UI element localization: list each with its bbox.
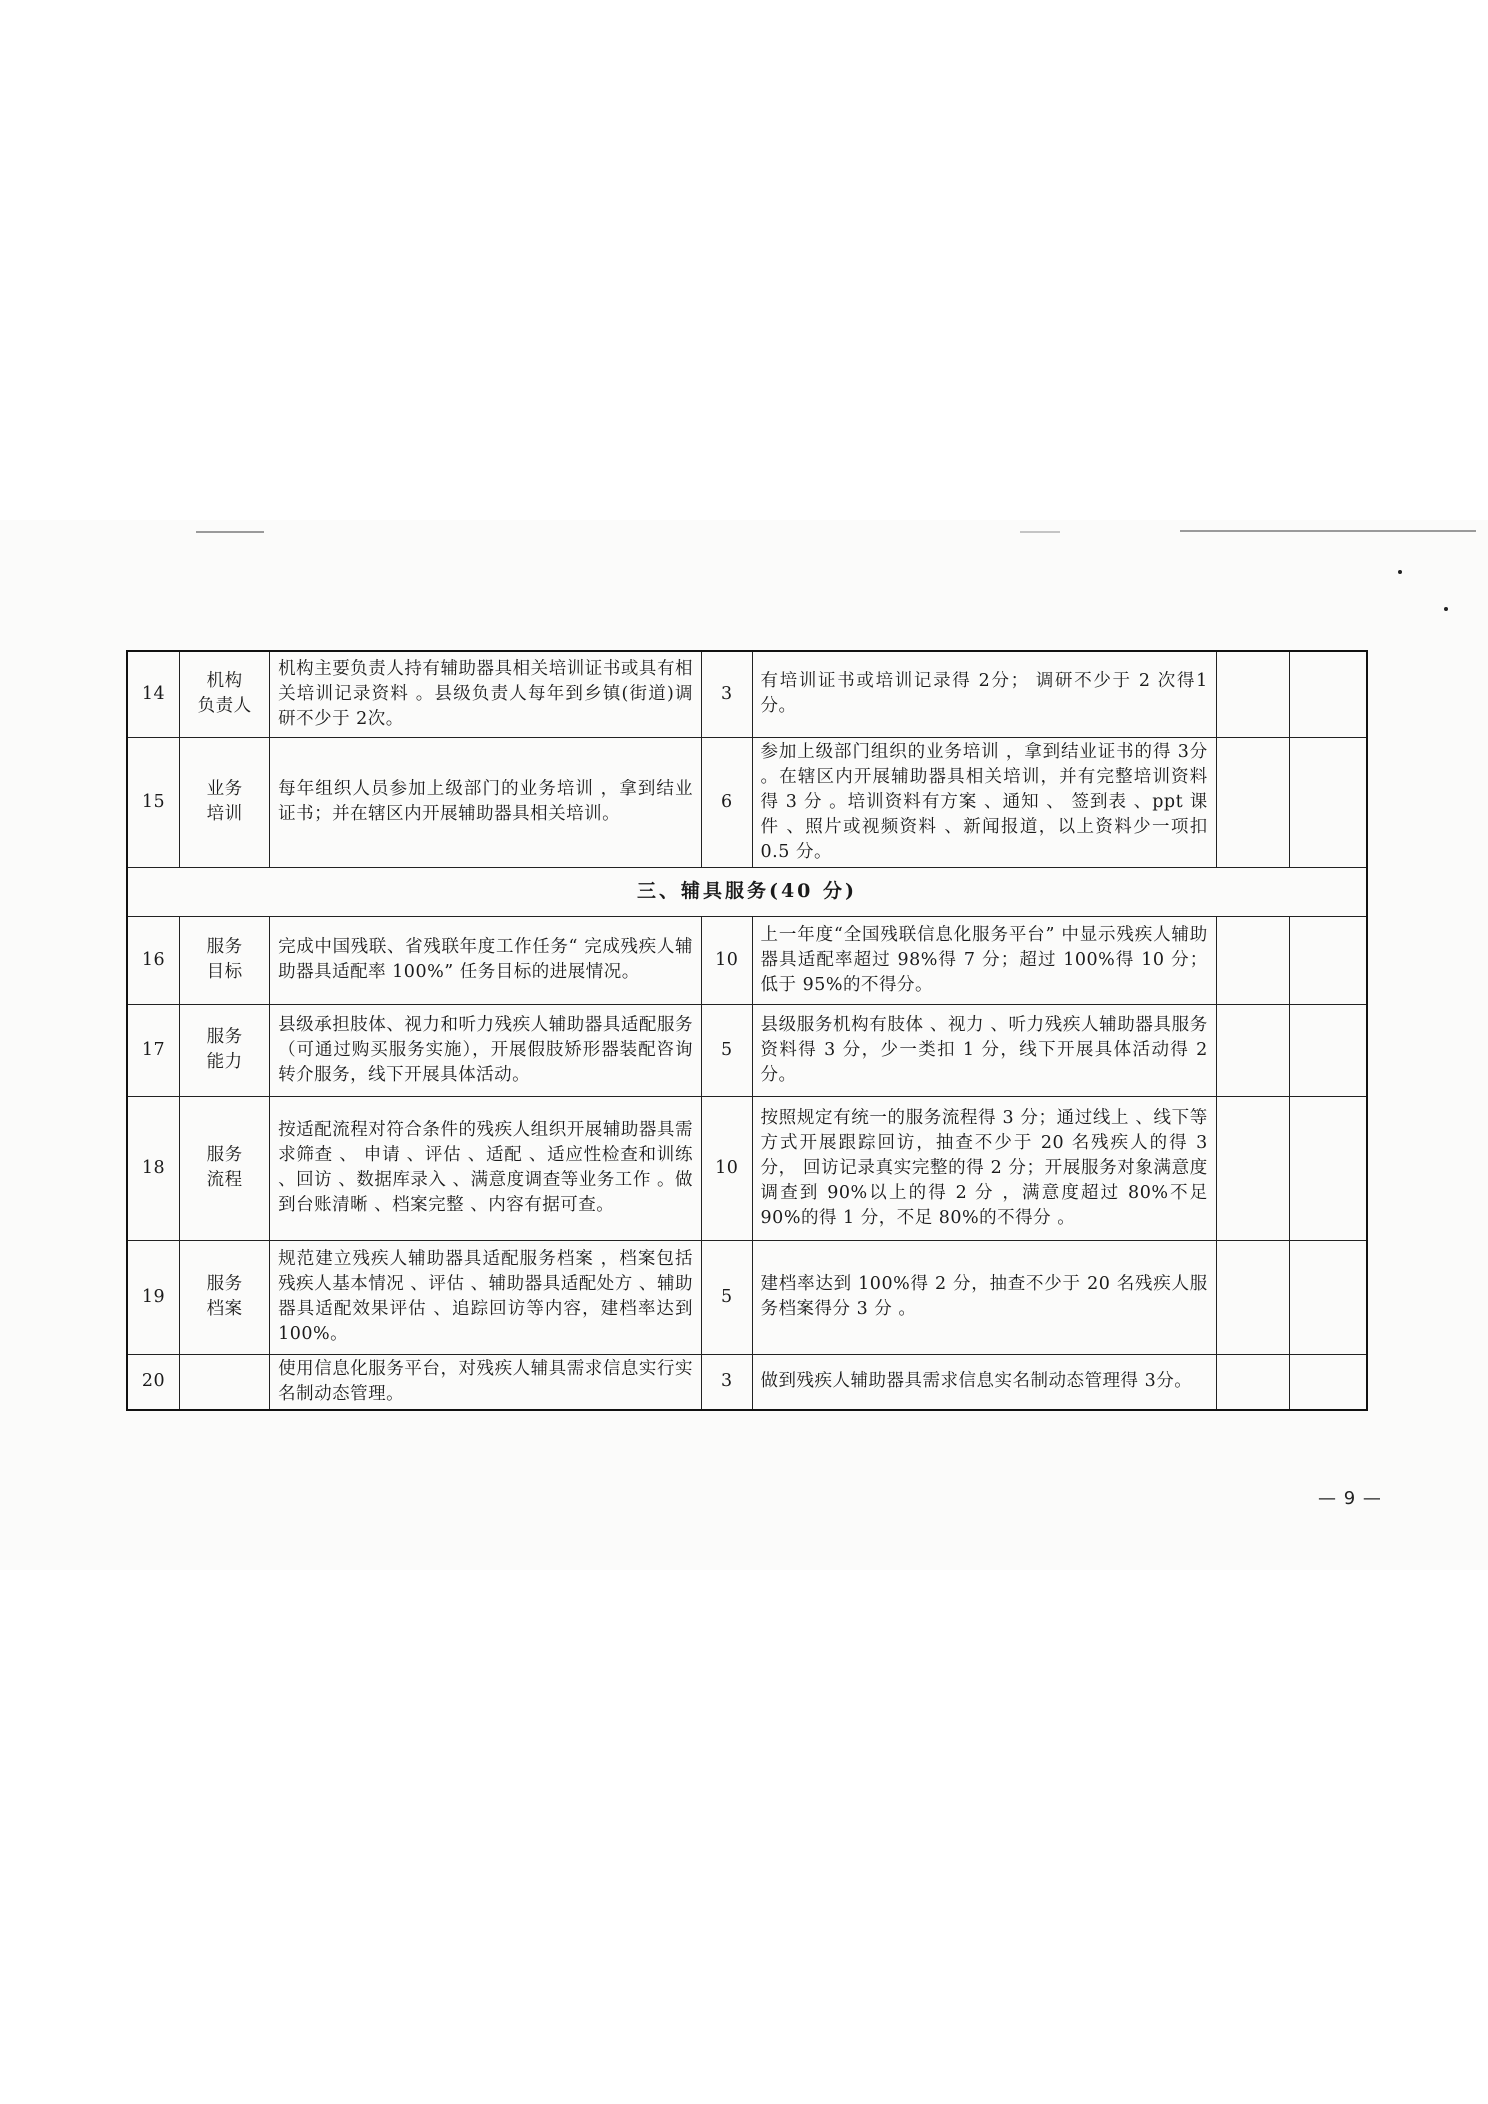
row-item: 服务 流程	[180, 1096, 270, 1240]
row-self-score	[1216, 1096, 1289, 1240]
row-standard: 机构主要负责人持有辅助器具相关培训证书或具有相关培训记录资料 。县级负责人每年到乡镇(街道)调研不少于 2次。	[270, 651, 702, 737]
row-criteria: 县级服务机构有肢体 、视力 、听力残疾人辅助器具服务资料得 3 分，少一类扣 1 分，线下开展具体活动得 2 分。	[752, 1004, 1216, 1096]
row-item: 服务 能力	[180, 1004, 270, 1096]
row-self-score	[1216, 1354, 1289, 1410]
scan-edge-mid	[1020, 531, 1060, 533]
section-title: 三、辅具服务(40 分)	[127, 867, 1367, 916]
row-score: 3	[701, 1354, 752, 1410]
row-review-score	[1289, 1354, 1367, 1410]
row-criteria: 建档率达到 100%得 2 分，抽查不少于 20 名残疾人服务档案得分 3 分 。	[752, 1240, 1216, 1354]
row-score: 10	[701, 916, 752, 1004]
row-standard: 使用信息化服务平台，对残疾人辅具需求信息实行实名制动态管理。	[270, 1354, 702, 1410]
row-number: 18	[127, 1096, 180, 1240]
row-review-score	[1289, 1004, 1367, 1096]
row-item: 服务 目标	[180, 916, 270, 1004]
row-number: 20	[127, 1354, 180, 1410]
row-item: 业务 培训	[180, 737, 270, 867]
row-review-score	[1289, 737, 1367, 867]
scan-speck	[1444, 607, 1448, 611]
row-criteria: 按照规定有统一的服务流程得 3 分；通过线上 、线下等方式开展跟踪回访，抽查不少于 20 名残疾人的得 3 分， 回访记录真实完整的得 2 分；开展服务对象满意度调查到 90%以上的得 2 分 ，满意度超过 80%不足 90%的得 1 分，不足 80%的不得分 。	[752, 1096, 1216, 1240]
row-number: 15	[127, 737, 180, 867]
row-criteria: 参加上级部门组织的业务培训 ，拿到结业证书的得 3分 。在辖区内开展辅助器具相关培训，并有完整培训资料得 3 分 。培训资料有方案 、通知 、 签到表 、ppt 课件 、照片或视频资料 、新闻报道，以上资料少一项扣 0.5 分。	[752, 737, 1216, 867]
table-row	[127, 1004, 1367, 1096]
row-standard: 每年组织人员参加上级部门的业务培训 ，拿到结业证书；并在辖区内开展辅助器具相关培训。	[270, 737, 702, 867]
row-score: 5	[701, 1004, 752, 1096]
row-criteria: 上一年度“全国残联信息化服务平台” 中显示残疾人辅助器具适配率超过 98%得 7 分；超过 100%得 10 分；低于 95%的不得分。	[752, 916, 1216, 1004]
row-score: 3	[701, 651, 752, 737]
section-header-row	[127, 867, 1367, 916]
row-criteria: 做到残疾人辅助器具需求信息实名制动态管理得 3分。	[752, 1354, 1216, 1410]
scan-edge-left	[196, 531, 264, 533]
evaluation-table	[126, 650, 1368, 1411]
row-number: 17	[127, 1004, 180, 1096]
row-self-score	[1216, 651, 1289, 737]
row-item: 服务 档案	[180, 1240, 270, 1354]
row-score: 10	[701, 1096, 752, 1240]
row-self-score	[1216, 916, 1289, 1004]
row-review-score	[1289, 1240, 1367, 1354]
row-self-score	[1216, 1004, 1289, 1096]
table-row	[127, 651, 1367, 737]
row-self-score	[1216, 1240, 1289, 1354]
table-row	[127, 1096, 1367, 1240]
scan-speck	[1398, 570, 1402, 574]
row-review-score	[1289, 1096, 1367, 1240]
row-review-score	[1289, 651, 1367, 737]
scan-edge-right	[1180, 530, 1476, 532]
row-standard: 完成中国残联、省残联年度工作任务“ 完成残疾人辅助器具适配率 100%” 任务目标的进展情况。	[270, 916, 702, 1004]
row-review-score	[1289, 916, 1367, 1004]
row-standard: 县级承担肢体、视力和听力残疾人辅助器具适配服务（可通过购买服务实施），开展假肢矫形器装配咨询转介服务，线下开展具体活动。	[270, 1004, 702, 1096]
row-standard: 按适配流程对符合条件的残疾人组织开展辅助器具需求筛查 、 申请 、评估 、适配 、适应性检查和训练 、回访 、数据库录入 、满意度调查等业务工作 。做到台账清晰 、档案完整 、内容有据可查。	[270, 1096, 702, 1240]
table-row	[127, 1240, 1367, 1354]
row-standard: 规范建立残疾人辅助器具适配服务档案 ，档案包括残疾人基本情况 、评估 、辅助器具适配处方 、辅助器具适配效果评估 、追踪回访等内容，建档率达到 100%。	[270, 1240, 702, 1354]
row-item	[180, 1354, 270, 1410]
row-score: 6	[701, 737, 752, 867]
row-self-score	[1216, 737, 1289, 867]
row-item: 机构 负责人	[180, 651, 270, 737]
row-number: 19	[127, 1240, 180, 1354]
row-number: 16	[127, 916, 180, 1004]
row-score: 5	[701, 1240, 752, 1354]
table-row	[127, 737, 1367, 867]
row-number: 14	[127, 651, 180, 737]
row-criteria: 有培训证书或培训记录得 2分； 调研不少于 2 次得1分。	[752, 651, 1216, 737]
page-number: — 9 —	[1318, 1488, 1382, 1509]
table-row	[127, 916, 1367, 1004]
table-row	[127, 1354, 1367, 1410]
